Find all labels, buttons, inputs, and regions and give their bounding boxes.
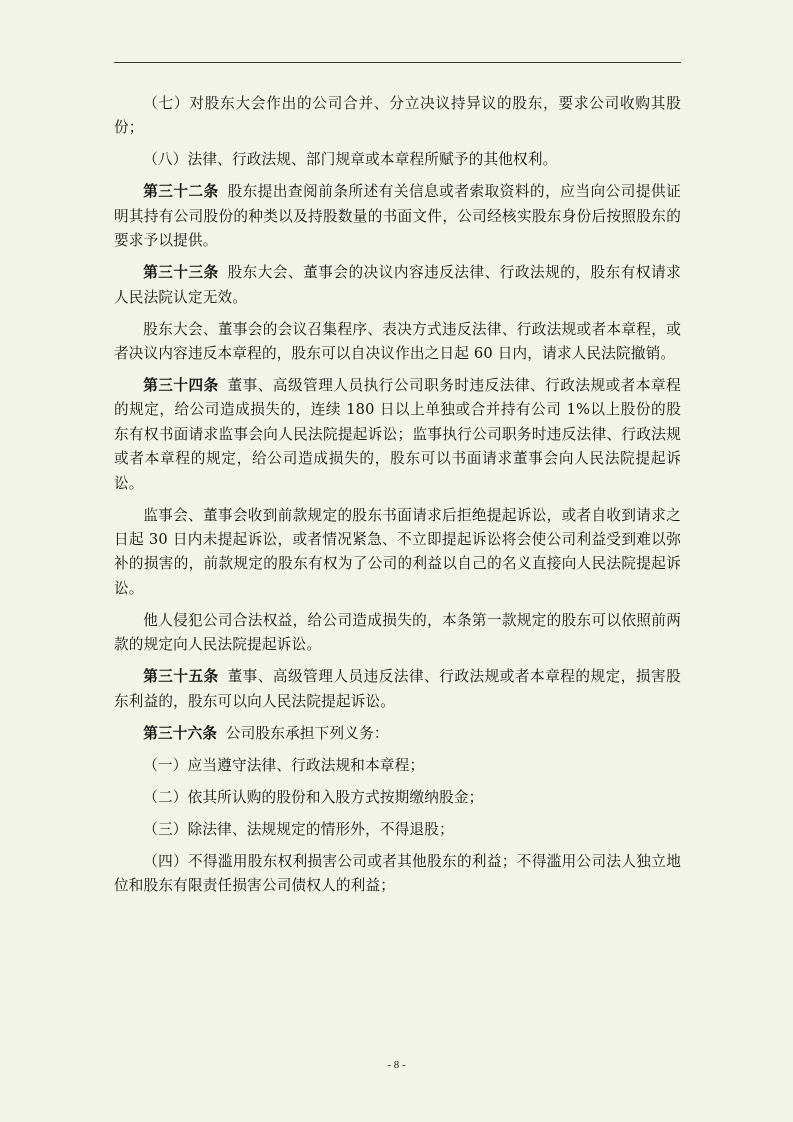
paragraph-text: 股东大会、董事会的决议内容违反法律、行政法规的，股东有权请求人民法院认定无效。	[114, 264, 681, 306]
paragraph-text: 股东提出查阅前条所述有关信息或者索取资料的，应当向公司提供证明其持有公司股份的种类以及持股数量的书面文件，公司经核实股东身份后按照股东的要求予以提供。	[114, 183, 681, 250]
header-rule	[114, 62, 681, 63]
article-heading: 第三十六条	[143, 724, 218, 742]
article-heading: 第三十四条	[143, 377, 219, 395]
paragraph-text: （二）依其所认购的股份和入股方式按期缴纳股金；	[143, 788, 484, 806]
paragraph-text: 股东大会、董事会的会议召集程序、表决方式违反法律、行政法规或者本章程，或者决议内容违反本章程的，股东可以自决议作出之日起 60 日内，请求人民法院撤销。	[114, 320, 681, 363]
paragraph-4	[114, 261, 681, 310]
paragraph-5	[114, 318, 681, 367]
paragraph-12	[114, 786, 681, 810]
paragraph-text: 公司股东承担下列义务：	[225, 724, 389, 742]
paragraph-text: 监事会、董事会收到前款规定的股东书面请求后拒绝提起诉讼，或者自收到请求之日起 30 日内未提起诉讼，或者情况紧急、不立即提起诉讼将会使公司利益受到难以弥补的损害的，前款规定的股东有权为了公司的利益以自己的名义直接向人民法院提起诉讼。	[114, 506, 681, 597]
paragraph-3	[114, 180, 681, 253]
paragraph-text: （一）应当遵守法律、行政法规和本章程；	[143, 756, 425, 774]
paragraph-7	[114, 504, 681, 602]
paragraph-6	[114, 374, 681, 496]
paragraph-text: 董事、高级管理人员违反法律、行政法规或者本章程的规定，损害股东利益的，股东可以向人民法院提起诉讼。	[114, 668, 681, 710]
document-body	[114, 92, 681, 906]
paragraph-14	[114, 850, 681, 899]
paragraph-text: （七）对股东大会作出的公司合并、分立决议持异议的股东，要求公司收购其股份；	[114, 95, 681, 137]
paragraph-9	[114, 665, 681, 714]
article-heading: 第三十五条	[143, 668, 219, 686]
paragraph-text: （三）除法律、法规规定的情形外，不得退股；	[143, 820, 454, 838]
paragraph-text: 他人侵犯公司合法权益，给公司造成损失的，本条第一款规定的股东可以依照前两款的规定向人民法院提起诉讼。	[114, 611, 681, 654]
paragraph-1	[114, 92, 681, 141]
article-heading: 第三十三条	[143, 264, 219, 282]
paragraph-text: （四）不得滥用股东权利损害公司或者其他股东的利益；不得滥用公司法人独立地位和股东有限责任损害公司债权人的利益；	[114, 852, 681, 895]
page-number: - 8 -	[387, 1059, 406, 1071]
paragraph-text: （八）法律、行政法规、部门规章或本章程所赋予的其他权利。	[143, 151, 558, 169]
paragraph-11	[114, 754, 681, 778]
paragraph-8	[114, 609, 681, 658]
paragraph-10	[114, 722, 681, 746]
article-heading: 第三十二条	[143, 183, 219, 201]
paragraph-2	[114, 148, 681, 172]
paragraph-text: 董事、高级管理人员执行公司职务时违反法律、行政法规或者本章程的规定，给公司造成损失的，连续 180 日以上单独或合并持有公司 1%以上股份的股东有权书面请求监事会向人民法院提起诉讼；监事执行公司职务时违反法律、行政法规或者本章程的规定，给公司造成损失的，股东可以书面请求董事会向人民法院提起诉讼。	[114, 377, 681, 492]
paragraph-13	[114, 818, 681, 842]
